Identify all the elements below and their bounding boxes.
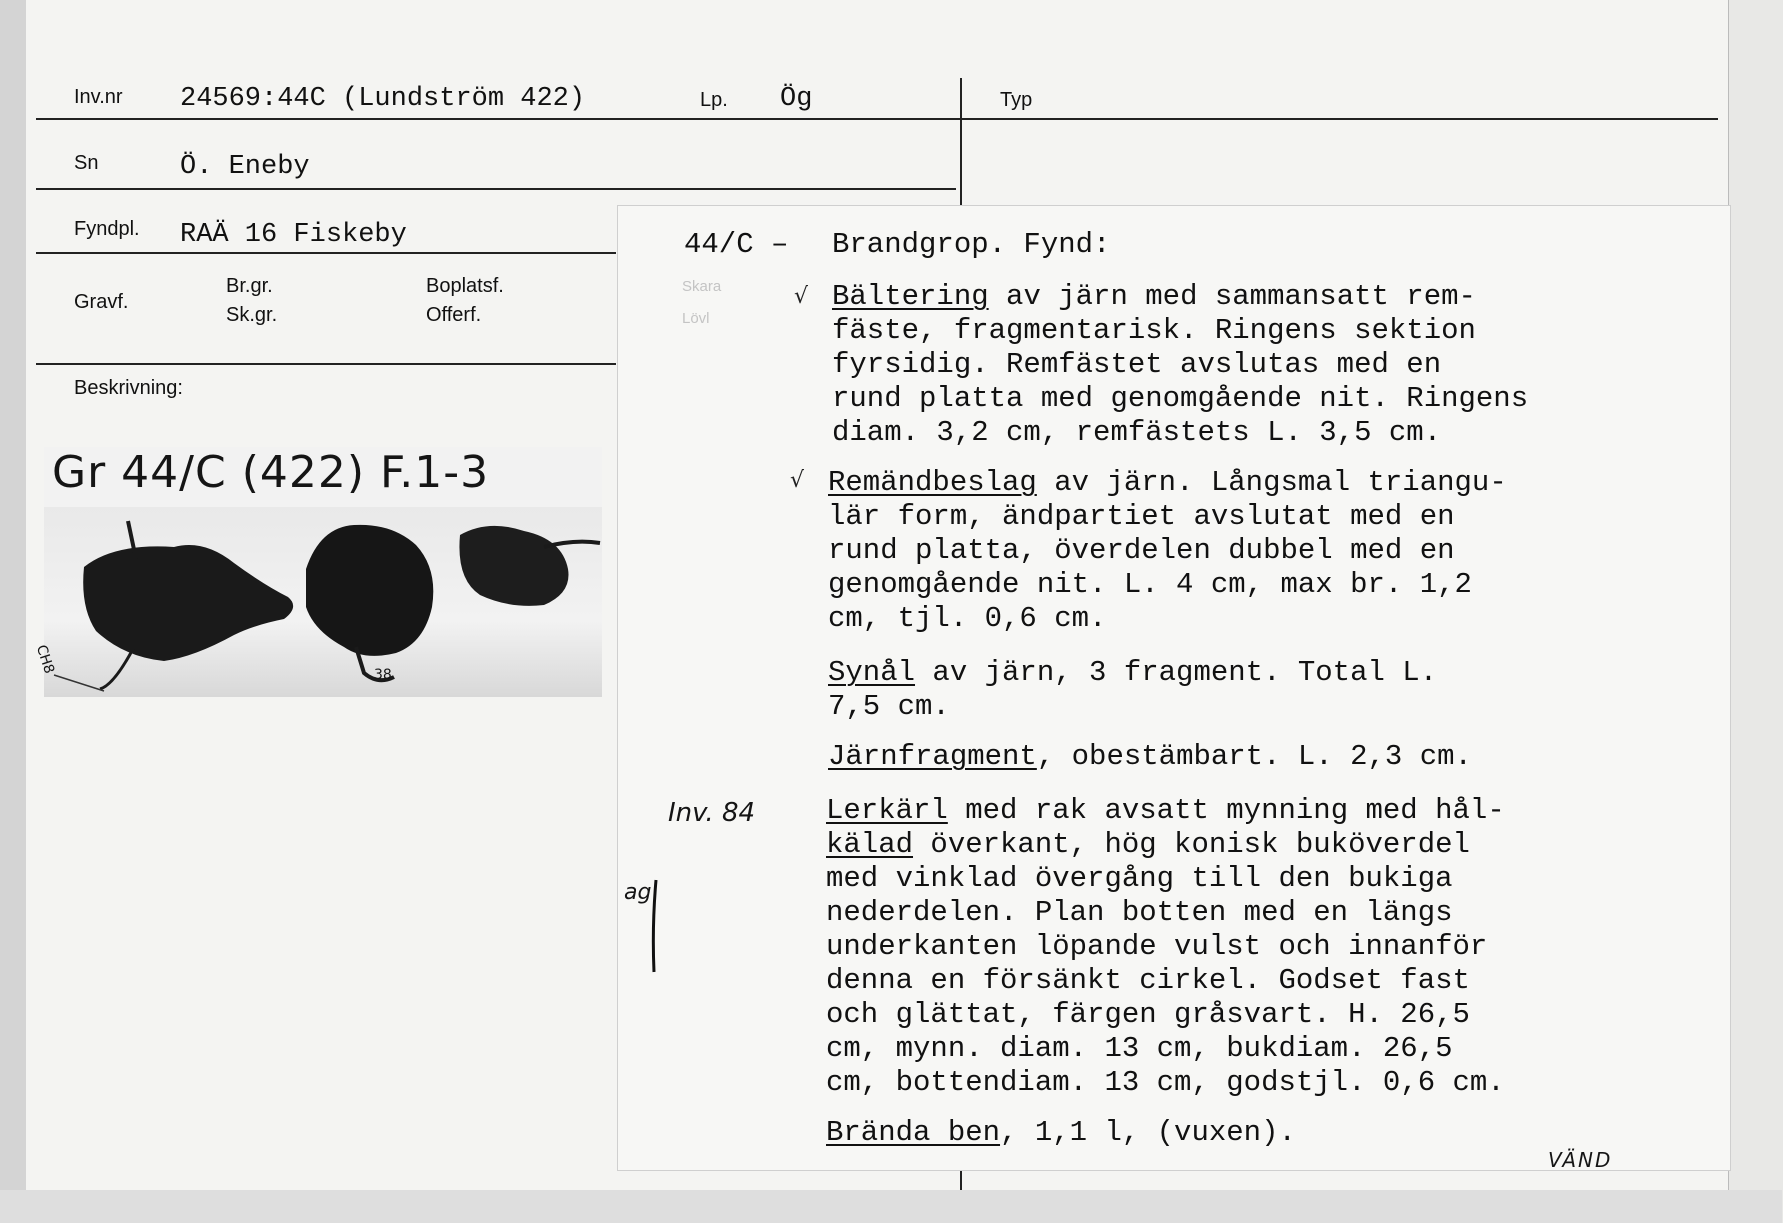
term-lerkarl: Lerkärl xyxy=(826,794,948,827)
row-rule-gravf xyxy=(36,363,616,365)
row-rule-sn xyxy=(36,188,956,190)
line: 7,5 cm. xyxy=(828,690,950,723)
line: cm, bottendiam. 13 cm, godstjl. 0,6 cm. xyxy=(826,1066,1505,1099)
inv-value: 24569:44C (Lundström 422) xyxy=(180,84,586,114)
line: denna en försänkt cirkel. Godset fast xyxy=(826,964,1470,997)
term-synal: Synål xyxy=(828,656,916,689)
line: rund platta med genomgående nit. Ringens xyxy=(832,382,1529,415)
description-item-jarnfragment xyxy=(828,740,1472,774)
description-heading-number: 44/C – xyxy=(684,228,789,261)
photo-handwritten-label: Gr 44/C (422) F.1-3 xyxy=(52,447,490,498)
line: av järn med sammansatt rem- xyxy=(988,280,1476,313)
column-divider xyxy=(960,78,962,206)
handwritten-bracket-line xyxy=(644,876,664,976)
faded-stamp-line1: Skara xyxy=(682,278,722,295)
fyndpl-value: RAÄ 16 Fiskeby xyxy=(180,220,407,250)
beskrivning-label: Beskrivning: xyxy=(74,377,183,399)
typ-label: Typ xyxy=(1000,89,1033,111)
line: överkant, hög konisk buköverdel xyxy=(913,828,1470,861)
line: underkanten löpande vulst och innanför xyxy=(826,930,1488,963)
term-remandbeslag: Remändbeslag xyxy=(828,466,1037,499)
term-branda-ben: Brända ben xyxy=(826,1116,1001,1149)
scan-bottom-edge xyxy=(0,1190,1782,1223)
line: nederdelen. Plan botten med en längs xyxy=(826,896,1453,929)
column-divider-lower xyxy=(960,1168,962,1190)
description-item-synal xyxy=(828,656,1437,724)
description-item-branda-ben xyxy=(826,1116,1296,1150)
handwritten-ag-note: ag xyxy=(624,880,652,905)
line: fyrsidig. Remfästet avslutas med en xyxy=(832,348,1442,381)
photo-tag-left: CH8 xyxy=(32,643,58,676)
line: , obestämbart. L. 2,3 cm. xyxy=(1036,740,1472,773)
line: , 1,1 l, (vuxen). xyxy=(1000,1116,1296,1149)
line: med rak avsatt mynning med hål- xyxy=(947,794,1505,827)
faded-stamp-line2: Lövl xyxy=(682,310,710,327)
handwritten-inv-note: Inv. 84 xyxy=(668,798,756,828)
line: lär form, ändpartiet avslutat med en xyxy=(828,500,1455,533)
line: av järn. Långsmal triangu- xyxy=(1036,466,1507,499)
handwritten-vand-note: VÄND xyxy=(1548,1148,1613,1172)
boplatsf-label: Boplatsf. xyxy=(426,275,504,297)
check-mark-1: √ xyxy=(794,284,809,309)
line: av järn, 3 fragment. Total L. xyxy=(915,656,1438,689)
description-heading-text: Brandgrop. Fynd: xyxy=(832,228,1111,261)
term-jarnfragment: Järnfragment xyxy=(828,740,1037,773)
line: genomgående nit. L. 4 cm, max br. 1,2 xyxy=(828,568,1472,601)
check-mark-2: √ xyxy=(790,468,805,493)
sn-label: Sn xyxy=(74,152,99,174)
scan-edge xyxy=(1728,0,1783,1223)
artifact-fragments-graphic xyxy=(44,447,602,697)
description-item-lerkarl xyxy=(826,794,1505,1100)
description-item-baltering xyxy=(832,280,1528,450)
artifact-photo xyxy=(32,447,602,697)
fyndpl-label: Fyndpl. xyxy=(74,218,140,240)
brgr-label: Br.gr. xyxy=(226,275,273,297)
term-kalad: kälad xyxy=(826,828,914,861)
description-item-remandbeslag xyxy=(828,466,1507,636)
lp-label: Lp. xyxy=(700,89,728,111)
line: och glättat, färgen gråsvart. H. 26,5 xyxy=(826,998,1470,1031)
sn-value: Ö. Eneby xyxy=(180,152,310,182)
line: cm, tjl. 0,6 cm. xyxy=(828,602,1107,635)
row-rule-fyndpl xyxy=(36,252,616,254)
lp-value: Ög xyxy=(780,84,813,114)
line: med vinklad övergång till den bukiga xyxy=(826,862,1453,895)
line: diam. 3,2 cm, remfästets L. 3,5 cm. xyxy=(832,416,1442,449)
inv-label: Inv.nr xyxy=(74,86,123,108)
photo-tag-right: 38 xyxy=(374,667,392,683)
line: rund platta, överdelen dubbel med en xyxy=(828,534,1455,567)
line: fäste, fragmentarisk. Ringens sektion xyxy=(832,314,1476,347)
skgr-label: Sk.gr. xyxy=(226,304,278,326)
row-rule-inv xyxy=(36,118,1718,120)
gravf-label: Gravf. xyxy=(74,291,129,313)
offerf-label: Offerf. xyxy=(426,304,482,326)
term-baltering: Bältering xyxy=(832,280,989,313)
line: cm, mynn. diam. 13 cm, bukdiam. 26,5 xyxy=(826,1032,1453,1065)
